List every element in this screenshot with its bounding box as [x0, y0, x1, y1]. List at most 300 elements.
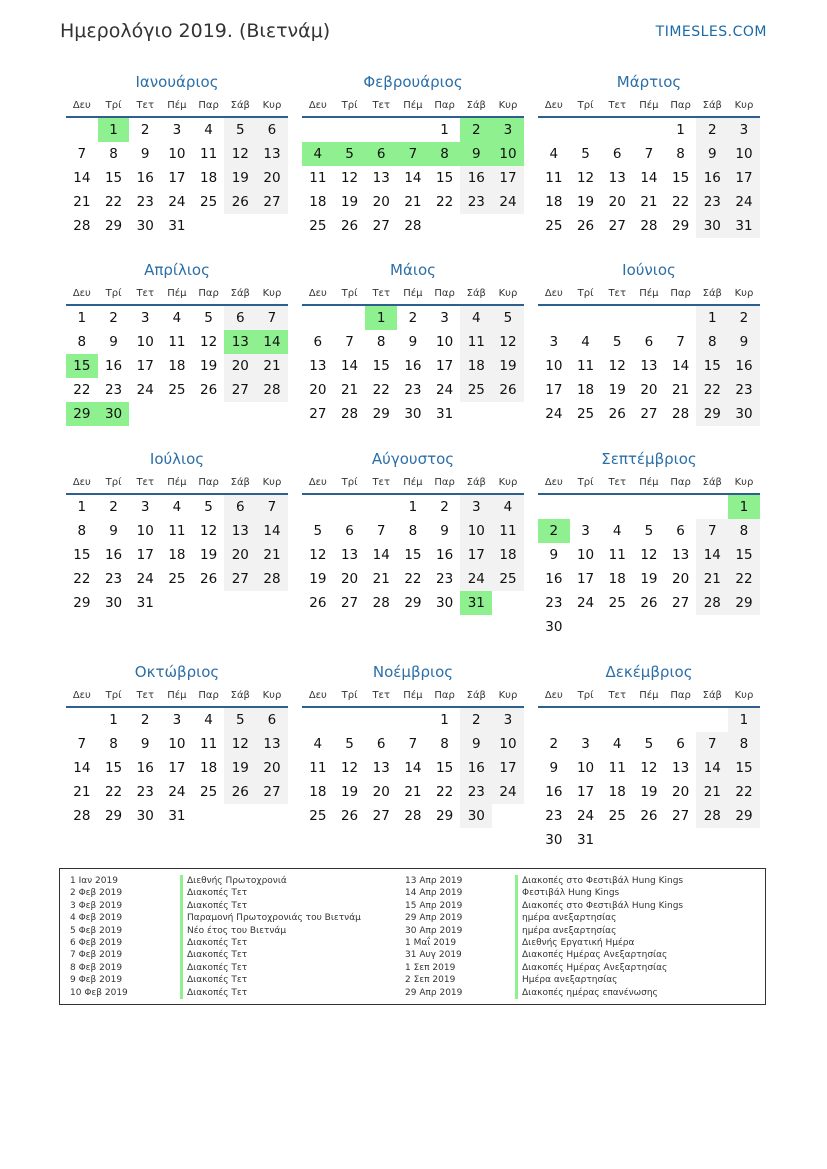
weekday-label: Τετ: [608, 690, 626, 701]
day-cell: 3: [581, 523, 590, 539]
day-cell: 16: [436, 547, 454, 563]
day-cell: 18: [168, 358, 186, 374]
weekday-label: Παρ: [198, 288, 219, 299]
weekday-label: Δευ: [72, 477, 91, 488]
day-cell: 18: [168, 547, 186, 563]
day-cell: 26: [640, 808, 658, 824]
month-calendar: [538, 72, 760, 238]
day-cell: 9: [109, 334, 118, 350]
weekday-label: Δευ: [308, 690, 327, 701]
month-calendar: [538, 662, 760, 852]
day-cell: 5: [313, 523, 323, 539]
day-cell: 13: [256, 732, 288, 756]
weekday-label: Πέμ: [167, 100, 187, 111]
day-cell: 6: [224, 495, 256, 519]
day-cell: 16: [104, 358, 123, 374]
day-cell: 8: [376, 334, 386, 350]
month-name: Απρίλιος: [144, 261, 210, 279]
day-cell: 4: [612, 523, 622, 539]
day-cell: 16: [404, 358, 422, 374]
day-cell: 14: [73, 170, 91, 186]
holiday-name: Ημέρα ανεξαρτησίας: [515, 974, 617, 986]
day-cell: 19: [200, 358, 218, 374]
empty-cell: [601, 118, 633, 142]
day-cell: 4: [549, 146, 559, 162]
day-cell: 3: [440, 310, 449, 326]
legend-item: [70, 937, 361, 949]
day-cell: 6: [224, 306, 256, 330]
day-cell: 10: [436, 334, 454, 350]
weekday-label: Δευ: [544, 477, 563, 488]
day-cell: 12: [576, 170, 595, 186]
weekday-label: Τετ: [608, 477, 626, 488]
holiday-name: Διακοπές Τετ: [180, 900, 247, 912]
weekday-label: Πέμ: [403, 690, 423, 701]
day-cell: 6: [644, 334, 654, 350]
day-cell: 24: [576, 808, 595, 824]
weekday-label: Κυρ: [262, 288, 282, 299]
weekday-label: Σάβ: [702, 477, 722, 488]
day-cell: 17: [728, 166, 760, 190]
day-cell: 5: [644, 736, 654, 752]
day-cell: 20: [372, 784, 390, 800]
day-cell: 1: [676, 122, 685, 138]
day-cell: 6: [612, 146, 622, 162]
day-cell: 15: [104, 170, 123, 186]
weekday-label: Δευ: [308, 477, 327, 488]
day-cell: 6: [345, 523, 354, 539]
day-cell: 19: [640, 571, 658, 587]
weekday-label: Κυρ: [734, 100, 754, 111]
month-calendar: [66, 72, 288, 238]
day-cell: 23: [436, 571, 454, 587]
day-cell: 14: [404, 760, 422, 776]
page-title: Ημερολόγιο 2019. (Βιετνάμ): [60, 20, 331, 42]
holiday-name: Διακοπές Τετ: [180, 937, 247, 949]
day-cell: 27: [640, 406, 658, 422]
day-cell: 30: [104, 595, 123, 611]
weekday-label: Πέμ: [167, 477, 187, 488]
weekday-header: [302, 475, 524, 495]
day-cell: 5: [204, 499, 213, 515]
weekday-header: [538, 475, 760, 495]
day-cell: 22: [104, 784, 123, 800]
weekday-label: Κυρ: [498, 690, 518, 701]
month-calendar: [302, 449, 524, 615]
day-cell: 16: [545, 784, 563, 800]
day-cell: 4: [204, 712, 213, 728]
day-cell: 19: [200, 547, 218, 563]
legend-item: [70, 900, 361, 912]
day-cell: 7: [256, 306, 288, 330]
day-cell: 13: [309, 358, 327, 374]
day-cell: 20: [372, 194, 390, 210]
day-cell: 11: [200, 736, 218, 752]
weekday-label: Παρ: [198, 477, 219, 488]
legend-item: [405, 875, 683, 887]
day-cell: 5: [224, 708, 256, 732]
holiday-date: 9 Φεβ 2019: [70, 975, 123, 986]
weekday-label: Πέμ: [167, 690, 187, 701]
day-cell: 19: [224, 756, 256, 780]
day-cell: 1: [77, 499, 87, 515]
holiday-day: 13: [224, 330, 256, 354]
day-cell: 21: [256, 543, 288, 567]
day-cell: 26: [340, 808, 359, 824]
day-cell: 12: [492, 330, 524, 354]
day-cell: 8: [77, 523, 87, 539]
day-cell: 8: [728, 732, 760, 756]
day-cell: 24: [436, 382, 454, 398]
day-cell: 10: [492, 732, 524, 756]
day-cell: 2: [440, 499, 449, 515]
day-cell: 29: [104, 808, 123, 824]
day-cell: 28: [73, 808, 91, 824]
day-cell: 25: [492, 567, 524, 591]
day-grid: [302, 306, 524, 426]
weekday-label: Τετ: [372, 477, 390, 488]
day-cell: 12: [640, 760, 658, 776]
day-cell: 22: [104, 194, 123, 210]
day-cell: 6: [256, 708, 288, 732]
day-cell: 18: [200, 170, 218, 186]
day-cell: 10: [168, 146, 186, 162]
empty-cell: [570, 306, 602, 330]
legend-column-left: [70, 875, 361, 999]
day-cell: 24: [460, 567, 492, 591]
month-calendar: [302, 72, 524, 238]
day-cell: 19: [640, 784, 658, 800]
day-cell: 8: [696, 330, 728, 354]
day-cell: 13: [372, 170, 390, 186]
holiday-day: 2: [460, 118, 492, 142]
weekday-header: [66, 688, 288, 708]
legend-item: [405, 900, 683, 912]
day-cell: 22: [672, 194, 690, 210]
day-cell: 11: [309, 170, 327, 186]
day-cell: 28: [256, 567, 288, 591]
holiday-day: 1: [728, 495, 760, 519]
day-cell: 15: [372, 358, 390, 374]
day-cell: 15: [436, 760, 454, 776]
day-grid: [66, 306, 288, 426]
holiday-date: 29 Απρ 2019: [405, 913, 463, 924]
weekday-label: Παρ: [434, 690, 455, 701]
day-cell: 20: [672, 784, 690, 800]
day-cell: 28: [256, 378, 288, 402]
weekday-header: [66, 475, 288, 495]
day-cell: 2: [408, 310, 418, 326]
day-cell: 12: [200, 523, 218, 539]
holiday-name: Διακοπές Τετ: [180, 974, 247, 986]
weekday-label: Κυρ: [734, 690, 754, 701]
holiday-name: Διακοπές Τετ: [180, 987, 247, 999]
empty-cell: [66, 118, 98, 142]
weekday-label: Τετ: [608, 100, 626, 111]
day-cell: 7: [256, 495, 288, 519]
weekday-label: Σάβ: [466, 288, 486, 299]
day-grid: [538, 306, 760, 426]
day-cell: 24: [545, 406, 563, 422]
weekday-label: Παρ: [670, 477, 691, 488]
day-cell: 13: [672, 760, 690, 776]
day-cell: 13: [256, 142, 288, 166]
day-cell: 20: [256, 756, 288, 780]
holiday-date: 15 Απρ 2019: [405, 900, 463, 911]
day-cell: 23: [696, 190, 728, 214]
weekday-label: Σάβ: [466, 100, 486, 111]
weekday-label: Παρ: [198, 690, 219, 701]
day-cell: 17: [576, 784, 595, 800]
holiday-name: Διακοπές στο Φεστιβάλ Hung Kings: [515, 875, 683, 887]
day-cell: 13: [372, 760, 390, 776]
empty-cell: [302, 118, 334, 142]
legend-item: [70, 987, 361, 999]
day-cell: 23: [104, 382, 123, 398]
empty-cell: [570, 708, 602, 732]
day-cell: 29: [372, 406, 390, 422]
weekday-label: Σάβ: [230, 690, 250, 701]
day-cell: 28: [340, 406, 359, 422]
holiday-day: 15: [66, 354, 98, 378]
brand-link[interactable]: TIMESLES.COM: [655, 24, 767, 40]
legend-item: [70, 925, 361, 937]
day-cell: 13: [672, 547, 690, 563]
day-cell: 11: [460, 330, 492, 354]
day-cell: 19: [608, 382, 626, 398]
day-cell: 2: [549, 736, 559, 752]
day-cell: 1: [728, 708, 760, 732]
day-cell: 8: [77, 334, 87, 350]
day-cell: 25: [200, 194, 218, 210]
day-cell: 22: [728, 567, 760, 591]
holiday-name: Παραμονή Πρωτοχρονιάς του Βιετνάμ: [180, 912, 361, 924]
day-cell: 21: [73, 784, 91, 800]
day-cell: 25: [608, 595, 626, 611]
day-cell: 28: [696, 804, 728, 828]
day-cell: 23: [728, 378, 760, 402]
day-cell: 29: [73, 595, 91, 611]
day-cell: 28: [372, 595, 390, 611]
weekday-label: Τρί: [105, 100, 122, 111]
day-cell: 1: [696, 306, 728, 330]
weekday-label: Κυρ: [498, 477, 518, 488]
day-cell: 26: [224, 190, 256, 214]
day-cell: 7: [345, 334, 354, 350]
day-cell: 31: [168, 218, 186, 234]
day-cell: 22: [73, 382, 91, 398]
day-cell: 1: [408, 499, 418, 515]
weekday-label: Σάβ: [702, 288, 722, 299]
day-cell: 1: [109, 712, 118, 728]
weekday-label: Δευ: [544, 690, 563, 701]
holiday-date: 6 Φεβ 2019: [70, 937, 123, 948]
month-calendar: [302, 260, 524, 426]
day-cell: 17: [492, 166, 524, 190]
weekday-label: Τρί: [341, 690, 358, 701]
weekday-label: Παρ: [434, 477, 455, 488]
empty-cell: [633, 118, 665, 142]
holiday-day: 31: [460, 591, 492, 615]
legend-item: [405, 925, 683, 937]
day-cell: 11: [168, 334, 186, 350]
day-cell: 11: [608, 547, 626, 563]
day-cell: 30: [136, 808, 154, 824]
day-cell: 26: [340, 218, 359, 234]
day-cell: 23: [460, 780, 492, 804]
holiday-day: 6: [365, 142, 397, 166]
weekday-label: Δευ: [544, 288, 563, 299]
holiday-date: 14 Απρ 2019: [405, 888, 463, 899]
day-cell: 4: [460, 306, 492, 330]
day-cell: 12: [200, 334, 218, 350]
holiday-date: 2 Σεπ 2019: [405, 975, 456, 986]
legend-item: [405, 887, 683, 899]
day-cell: 9: [140, 736, 150, 752]
day-cell: 26: [608, 406, 626, 422]
holiday-date: 31 Αυγ 2019: [405, 950, 462, 961]
weekday-label: Παρ: [434, 288, 455, 299]
weekday-label: Σάβ: [466, 477, 486, 488]
holiday-day: 8: [429, 142, 461, 166]
day-cell: 12: [224, 732, 256, 756]
day-cell: 2: [109, 499, 118, 515]
day-cell: 11: [545, 170, 563, 186]
day-cell: 27: [224, 378, 256, 402]
weekday-label: Σάβ: [702, 100, 722, 111]
day-cell: 2: [728, 306, 760, 330]
weekday-header: [538, 688, 760, 708]
weekday-label: Πέμ: [403, 100, 423, 111]
empty-cell: [397, 118, 429, 142]
day-cell: 18: [492, 543, 524, 567]
day-cell: 4: [313, 736, 323, 752]
day-cell: 30: [436, 595, 454, 611]
day-cell: 7: [644, 146, 654, 162]
day-cell: 3: [140, 310, 150, 326]
holiday-date: 1 Μαΐ 2019: [405, 937, 457, 948]
day-cell: 12: [224, 142, 256, 166]
weekday-label: Παρ: [670, 100, 691, 111]
holiday-day: 14: [256, 330, 288, 354]
empty-cell: [570, 495, 602, 519]
day-cell: 25: [545, 218, 563, 234]
weekday-label: Σάβ: [702, 690, 722, 701]
day-cell: 17: [576, 571, 595, 587]
day-cell: 17: [436, 358, 454, 374]
holiday-date: 30 Απρ 2019: [405, 925, 463, 936]
day-cell: 2: [109, 310, 118, 326]
weekday-label: Πέμ: [167, 288, 187, 299]
day-cell: 11: [200, 146, 218, 162]
day-cell: 2: [696, 118, 728, 142]
month-name: Ιανουάριος: [135, 73, 219, 91]
holiday-day: 1: [98, 118, 130, 142]
weekday-label: Σάβ: [466, 690, 486, 701]
legend-item: [405, 949, 683, 961]
day-cell: 24: [168, 784, 186, 800]
month-name: Οκτώβριος: [134, 663, 220, 681]
holiday-date: 2 Φεβ 2019: [70, 888, 123, 899]
day-cell: 17: [136, 547, 154, 563]
day-cell: 15: [436, 170, 454, 186]
day-cell: 4: [204, 122, 213, 138]
day-cell: 11: [576, 358, 595, 374]
holiday-day: 3: [492, 118, 524, 142]
weekday-label: Τετ: [372, 100, 390, 111]
day-cell: 8: [440, 736, 449, 752]
day-cell: 13: [608, 170, 626, 186]
day-cell: 23: [136, 194, 154, 210]
day-cell: 14: [372, 547, 390, 563]
day-cell: 25: [608, 808, 626, 824]
empty-cell: [601, 708, 633, 732]
day-cell: 16: [728, 354, 760, 378]
weekday-label: Πέμ: [639, 690, 659, 701]
day-cell: 25: [168, 571, 186, 587]
holiday-date: 10 Φεβ 2019: [70, 987, 128, 998]
day-cell: 11: [168, 523, 186, 539]
holiday-name: ημέρα ανεξαρτησίας: [515, 925, 616, 937]
day-cell: 27: [340, 595, 359, 611]
day-cell: 9: [408, 334, 418, 350]
day-cell: 30: [404, 406, 422, 422]
weekday-label: Πέμ: [403, 477, 423, 488]
day-cell: 17: [136, 358, 154, 374]
holiday-name: Φεστιβάλ Hung Kings: [515, 887, 619, 899]
day-grid: [538, 708, 760, 852]
day-cell: 28: [404, 808, 422, 824]
month-name: Αύγουστος: [371, 450, 455, 468]
day-cell: 25: [200, 784, 218, 800]
day-cell: 30: [136, 218, 154, 234]
day-cell: 26: [640, 595, 658, 611]
day-cell: 27: [224, 567, 256, 591]
day-cell: 8: [109, 146, 118, 162]
day-cell: 3: [140, 499, 150, 515]
day-cell: 5: [581, 146, 590, 162]
day-cell: 9: [140, 146, 150, 162]
weekday-label: Τρί: [341, 477, 358, 488]
day-cell: 24: [492, 780, 524, 804]
weekday-label: Κυρ: [262, 477, 282, 488]
holiday-name: Νέο έτος του Βιετνάμ: [180, 925, 286, 937]
day-cell: 6: [676, 736, 685, 752]
day-cell: 15: [728, 756, 760, 780]
day-cell: 3: [492, 708, 524, 732]
day-cell: 23: [104, 571, 123, 587]
weekday-label: Σάβ: [230, 100, 250, 111]
empty-cell: [365, 118, 397, 142]
day-cell: 15: [672, 170, 690, 186]
day-cell: 30: [545, 619, 563, 635]
day-cell: 18: [576, 382, 595, 398]
holiday-day: 5: [334, 142, 366, 166]
day-cell: 24: [168, 194, 186, 210]
legend-item: [70, 875, 361, 887]
month-name: Σεπτέμβριος: [601, 450, 697, 468]
weekday-label: Κυρ: [734, 288, 754, 299]
empty-cell: [397, 708, 429, 732]
day-cell: 22: [696, 378, 728, 402]
day-cell: 29: [672, 218, 690, 234]
day-cell: 10: [136, 523, 154, 539]
day-cell: 17: [168, 170, 186, 186]
day-cell: 31: [136, 595, 154, 611]
day-cell: 13: [340, 547, 359, 563]
day-cell: 4: [172, 499, 182, 515]
holiday-day: 29: [66, 402, 98, 426]
